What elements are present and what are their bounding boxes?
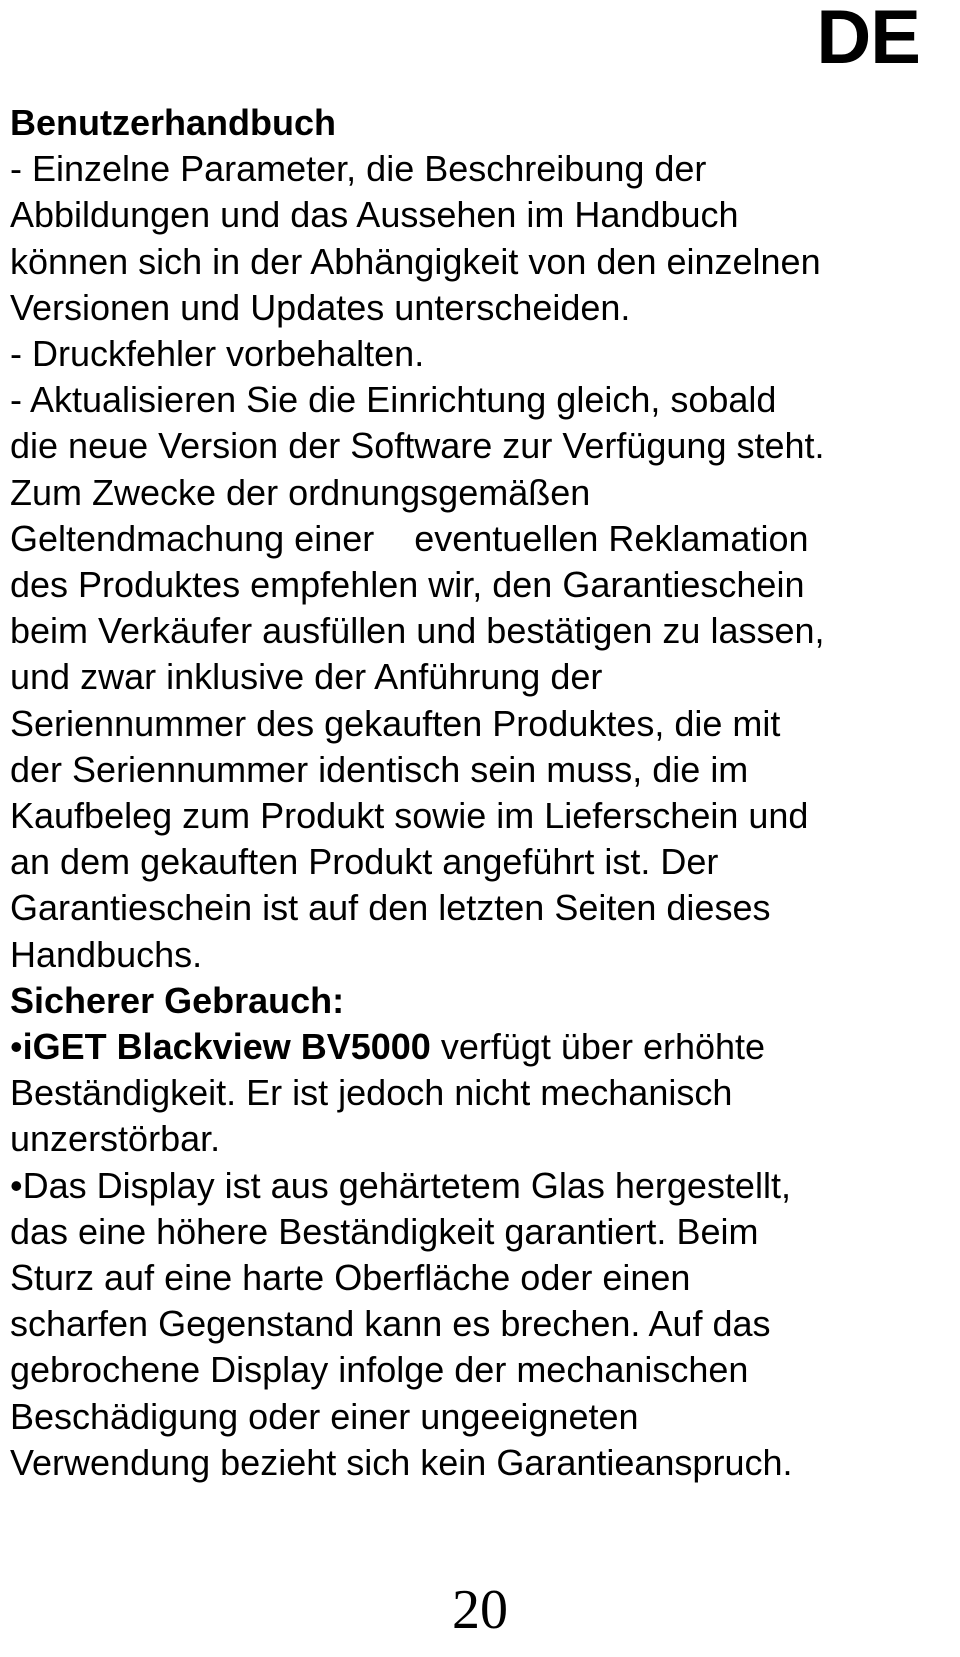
intro-line: Seriennummer des gekauften Produktes, die mit: [10, 702, 781, 744]
safe-use-heading: Sicherer Gebrauch:: [10, 979, 345, 1021]
page-number: 20: [452, 1579, 508, 1641]
intro-line: Abbildungen und das Aussehen im Handbuch: [10, 194, 739, 236]
intro-line: Garantieschein ist auf den letzten Seiten dieses: [10, 887, 771, 929]
bullet-first-line: [10, 1024, 955, 1070]
intro-line: können sich in der Abhängigkeit von den einzelnen: [10, 240, 821, 282]
intro-line: an dem gekauften Produkt angeführt ist. Der: [10, 841, 719, 883]
intro-line: die neue Version der Software zur Verfügung steht.: [10, 425, 825, 467]
bullet-line: Sturz auf eine harte Oberfläche oder einen: [10, 1257, 691, 1299]
intro-line: - Druckfehler vorbehalten.: [10, 333, 425, 375]
bullet-line: •Das Display ist aus gehärtetem Glas hergestellt,: [10, 1164, 791, 1206]
intro-line: Handbuchs.: [10, 933, 203, 975]
bullet-line: Beschädigung oder einer ungeeigneten: [10, 1395, 639, 1437]
intro-line: Kaufbeleg zum Produkt sowie im Lieferschein und: [10, 795, 809, 837]
product-name: iGET Blackview BV5000: [22, 1026, 431, 1068]
bullet-line: scharfen Gegenstand kann es brechen. Auf das: [10, 1303, 771, 1345]
intro-line: Geltendmachung einer eventuellen Reklamation: [10, 517, 809, 559]
bullet-line: gebrochene Display infolge der mechanischen: [10, 1349, 749, 1391]
intro-line: des Produktes empfehlen wir, den Garantieschein: [10, 564, 805, 606]
intro-line: und zwar inklusive der Anführung der: [10, 656, 603, 698]
bullet-first-line-text: verfügt über erhöhte: [430, 1026, 766, 1068]
intro-line: Zum Zwecke der ordnungsgemäßen: [10, 471, 591, 513]
bullet-line: das eine höhere Beständigkeit garantiert. Beim: [10, 1210, 759, 1252]
intro-line: Versionen und Updates unterscheiden.: [10, 286, 631, 328]
intro-line: - Einzelne Parameter, die Beschreibung der: [10, 148, 707, 190]
bullet-line: Verwendung bezieht sich kein Garantieanspruch.: [10, 1441, 793, 1483]
intro-line: der Seriennummer identisch sein muss, die im: [10, 748, 749, 790]
bullet-marker: •: [10, 1026, 23, 1068]
intro-line: - Aktualisieren Sie die Einrichtung gleich, sobald: [10, 379, 777, 421]
language-badge: DE: [816, 0, 920, 80]
intro-line: beim Verkäufer ausfüllen und bestätigen zu lassen,: [10, 610, 825, 652]
manual-title: Benutzerhandbuch: [10, 102, 337, 143]
manual-body: [10, 100, 955, 1486]
bullet-line: Beständigkeit. Er ist jedoch nicht mechanisch: [10, 1072, 733, 1114]
bullet-line: unzerstörbar.: [10, 1118, 221, 1160]
